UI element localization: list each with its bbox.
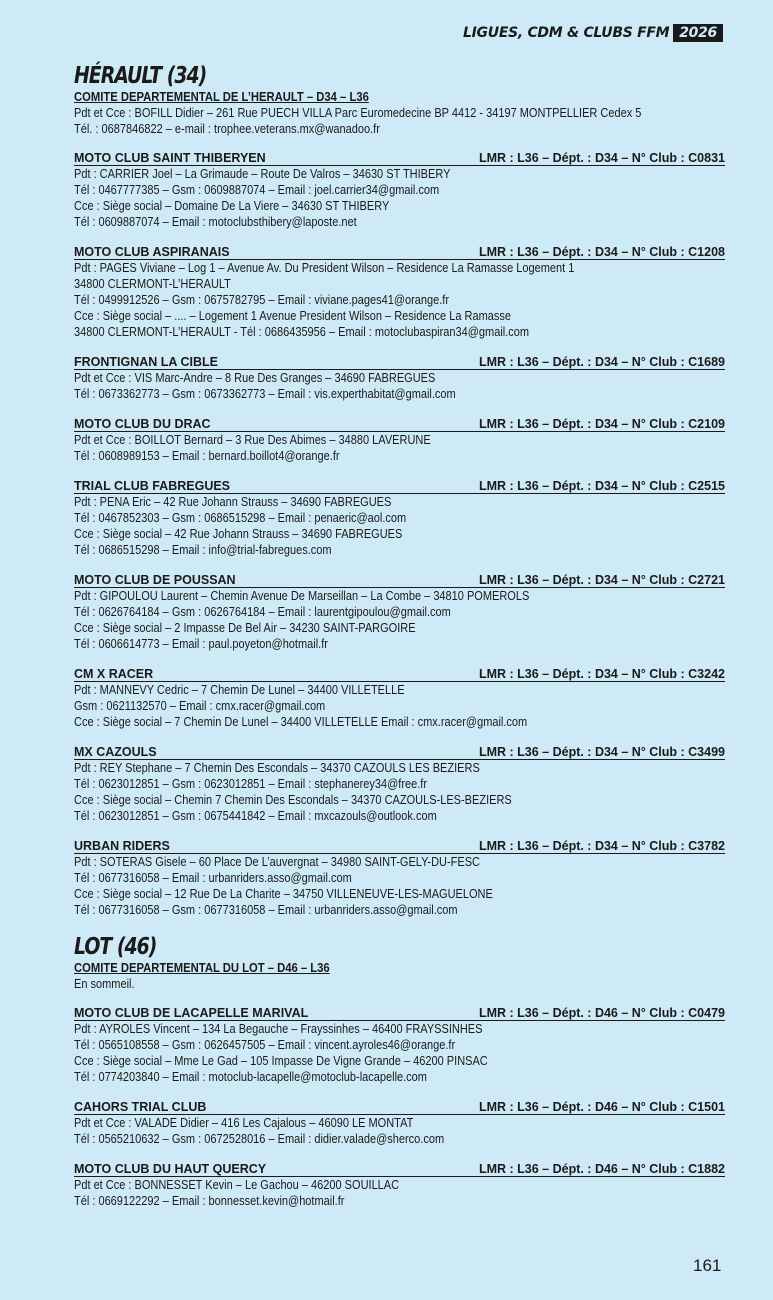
committee-title: COMITE DEPARTEMENTAL DU LOT – D46 – L36 [74,961,330,975]
club-entry [74,417,725,464]
club-detail-line: 34800 CLERMONT-L’HERAULT - Tél : 0686435956 – Email : motoclubaspiran34@gmail.com [74,325,530,339]
club-entry [74,745,725,824]
club-header [74,245,725,260]
directory-content [74,62,725,1224]
committee-block [74,961,725,992]
club-detail-line: Tél : 0499912526 – Gsm : 0675782795 – Email : viviane.pages41@orange.fr [74,293,450,307]
committee-block [74,90,725,137]
club-detail-line: Cce : Siège social – 7 Chemin De Lunel – 34400 VILLETELLE Email : cmx.racer@gmail.com [74,715,528,729]
club-detail-line: Pdt et Cce : BOILLOT Bernard – 3 Rue Des Abimes – 34880 LAVERUNE [74,433,431,447]
club-detail-line: Cce : Siège social – Mme Le Gad – 105 Impasse De Vigne Grande – 46200 PINSAC [74,1054,488,1068]
club-detail-line: Pdt : PENA Eric – 42 Rue Johann Strauss – 34690 FABREGUES [74,495,392,509]
department-title: HÉRAULT (34) [74,63,207,89]
page-header [463,24,723,42]
club-detail-line: Pdt : MANNEVY Cedric – 7 Chemin De Lunel – 34400 VILLETELLE [74,683,405,697]
club-detail-line: Pdt : GIPOULOU Laurent – Chemin Avenue De Marseillan – La Combe – 34810 POMEROLS [74,589,530,603]
club-name: MOTO CLUB ASPIRANAIS [74,245,230,259]
club-detail-line: Tél : 0606614773 – Email : paul.poyeton@hotmail.fr [74,637,328,651]
club-detail-line: Tél : 0565108558 – Gsm : 0626457505 – Email : vincent.ayroles46@orange.fr [74,1038,456,1052]
club-name: URBAN RIDERS [74,839,170,853]
club-name: MX CAZOULS [74,745,157,759]
club-entry [74,839,725,918]
club-detail-line: Tél : 0673362773 – Gsm : 0673362773 – Email : vis.experthabitat@gmail.com [74,387,456,401]
club-detail-line: Tél : 0669122292 – Email : bonnesset.kevin@hotmail.fr [74,1194,345,1208]
club-header [74,355,725,370]
club-entry [74,1006,725,1085]
club-entry [74,245,725,340]
club-name: CM X RACER [74,667,154,681]
club-name: MOTO CLUB DU HAUT QUERCY [74,1162,267,1176]
club-entry [74,1100,725,1147]
club-header [74,573,725,588]
club-detail-line: Cce : Siège social – 12 Rue De La Charite – 34750 VILLENEUVE-LES-MAGUELONE [74,887,493,901]
department-section [74,62,725,918]
committee-line: Tél. : 0687846822 – e-mail : trophee.veterans.mx@wanadoo.fr [74,122,380,136]
club-detail-line: Cce : Siège social – .... – Logement 1 Avenue President Wilson – Residence La Ramasse [74,309,511,323]
club-header [74,745,725,760]
club-name: MOTO CLUB SAINT THIBERYEN [74,151,266,165]
committee-line: Pdt et Cce : BOFILL Didier – 261 Rue PUECH VILLA Parc Euromedecine BP 4412 - 34197 MONTPELLIER Cedex 5 [74,106,642,120]
club-detail-line: Cce : Siège social – Domaine De La Viere – 34630 ST THIBERY [74,199,390,213]
club-detail-line: Tél : 0623012851 – Gsm : 0623012851 – Email : stephanerey34@free.fr [74,777,428,791]
club-detail-line: Tél : 0565210632 – Gsm : 0672528016 – Email : didier.valade@sherco.com [74,1132,445,1146]
club-header [74,1162,725,1177]
club-detail-line: Tél : 0623012851 – Gsm : 0675441842 – Email : mxcazouls@outlook.com [74,809,437,823]
club-entry [74,355,725,402]
page-number: 161 [693,1256,722,1275]
club-detail-line: Tél : 0626764184 – Gsm : 0626764184 – Email : laurentgipoulou@gmail.com [74,605,451,619]
club-entry [74,1162,725,1209]
club-detail-line: Tél : 0467852303 – Gsm : 0686515298 – Email : penaeric@aol.com [74,511,407,525]
committee-title: COMITE DEPARTEMENTAL DE L’HERAULT – D34 – L36 [74,90,369,104]
club-info: LMR : L36 – Dépt. : D34 – N° Club : C1208 [478,245,725,259]
club-info: LMR : L36 – Dépt. : D46 – N° Club : C1882 [478,1162,725,1176]
header-title: LIGUES, CDM & CLUBS FFM [463,25,670,41]
club-detail-line: Tél : 0608989153 – Email : bernard.boillot4@orange.fr [74,449,340,463]
club-name: MOTO CLUB DU DRAC [74,417,211,431]
club-info: LMR : L36 – Dépt. : D46 – N° Club : C0479 [478,1006,725,1020]
club-header [74,839,725,854]
club-detail-line: Cce : Siège social – 42 Rue Johann Strauss – 34690 FABREGUES [74,527,403,541]
club-entry [74,479,725,558]
club-detail-line: Cce : Siège social – 2 Impasse De Bel Air – 34230 SAINT-PARGOIRE [74,621,416,635]
club-entry [74,667,725,730]
club-entry [74,573,725,652]
club-header [74,479,725,494]
club-header [74,417,725,432]
club-info: LMR : L36 – Dépt. : D46 – N° Club : C1501 [478,1100,725,1114]
club-info: LMR : L36 – Dépt. : D34 – N° Club : C3242 [478,667,725,681]
club-name: TRIAL CLUB FABREGUES [74,479,231,493]
club-info: LMR : L36 – Dépt. : D34 – N° Club : C3782 [478,839,725,853]
club-detail-line: Tél : 0774203840 – Email : motoclub-lacapelle@motoclub-lacapelle.com [74,1070,427,1084]
club-header [74,667,725,682]
club-detail-line: Tél : 0686515298 – Email : info@trial-fabregues.com [74,543,332,557]
club-detail-line: Tél : 0677316058 – Email : urbanriders.asso@gmail.com [74,871,352,885]
club-info: LMR : L36 – Dépt. : D34 – N° Club : C0831 [478,151,725,165]
club-name: FRONTIGNAN LA CIBLE [74,355,218,369]
club-name: MOTO CLUB DE LACAPELLE MARIVAL [74,1006,309,1020]
club-info: LMR : L36 – Dépt. : D34 – N° Club : C2515 [478,479,725,493]
committee-line: En sommeil. [74,977,135,991]
club-info: LMR : L36 – Dépt. : D34 – N° Club : C3499 [478,745,725,759]
club-detail-line: Pdt : CARRIER Joel – La Grimaude – Route De Valros – 34630 ST THIBERY [74,167,451,181]
club-info: LMR : L36 – Dépt. : D34 – N° Club : C2109 [478,417,725,431]
club-name: CAHORS TRIAL CLUB [74,1100,207,1114]
club-detail-line: 34800 CLERMONT-L’HERAULT [74,277,231,291]
club-entry [74,151,725,230]
club-detail-line: Pdt : REY Stephane – 7 Chemin Des Escondals – 34370 CAZOULS LES BEZIERS [74,761,480,775]
department-section [74,933,725,1209]
club-detail-line: Tél : 0467777385 – Gsm : 0609887074 – Email : joel.carrier34@gmail.com [74,183,440,197]
club-header [74,1006,725,1021]
club-detail-line: Pdt et Cce : VIS Marc-Andre – 8 Rue Des Granges – 34690 FABREGUES [74,371,436,385]
club-detail-line: Cce : Siège social – Chemin 7 Chemin Des Escondals – 34370 CAZOULS-LES-BEZIERS [74,793,512,807]
club-detail-line: Gsm : 0621132570 – Email : cmx.racer@gmail.com [74,699,326,713]
club-detail-line: Pdt : PAGES Viviane – Log 1 – Avenue Av. Du President Wilson – Residence La Ramasse Logement 1 [74,261,575,275]
club-detail-line: Pdt : SOTERAS Gisele – 60 Place De L’auvergnat – 34980 SAINT-GELY-DU-FESC [74,855,480,869]
club-info: LMR : L36 – Dépt. : D34 – N° Club : C1689 [478,355,725,369]
club-detail-line: Pdt et Cce : BONNESSET Kevin – Le Gachou – 46200 SOUILLAC [74,1178,400,1192]
year-badge: 2026 [673,24,723,42]
club-info: LMR : L36 – Dépt. : D34 – N° Club : C2721 [478,573,725,587]
club-header [74,151,725,166]
department-title: LOT (46) [74,934,157,960]
club-header [74,1100,725,1115]
club-detail-line: Pdt : AYROLES Vincent – 134 La Begauche – Frayssinhes – 46400 FRAYSSINHES [74,1022,483,1036]
club-name: MOTO CLUB DE POUSSAN [74,573,236,587]
club-detail-line: Tél : 0609887074 – Email : motoclubsthibery@laposte.net [74,215,357,229]
club-detail-line: Tél : 0677316058 – Gsm : 0677316058 – Email : urbanriders.asso@gmail.com [74,903,458,917]
club-detail-line: Pdt et Cce : VALADE Didier – 416 Les Cajalous – 46090 LE MONTAT [74,1116,414,1130]
